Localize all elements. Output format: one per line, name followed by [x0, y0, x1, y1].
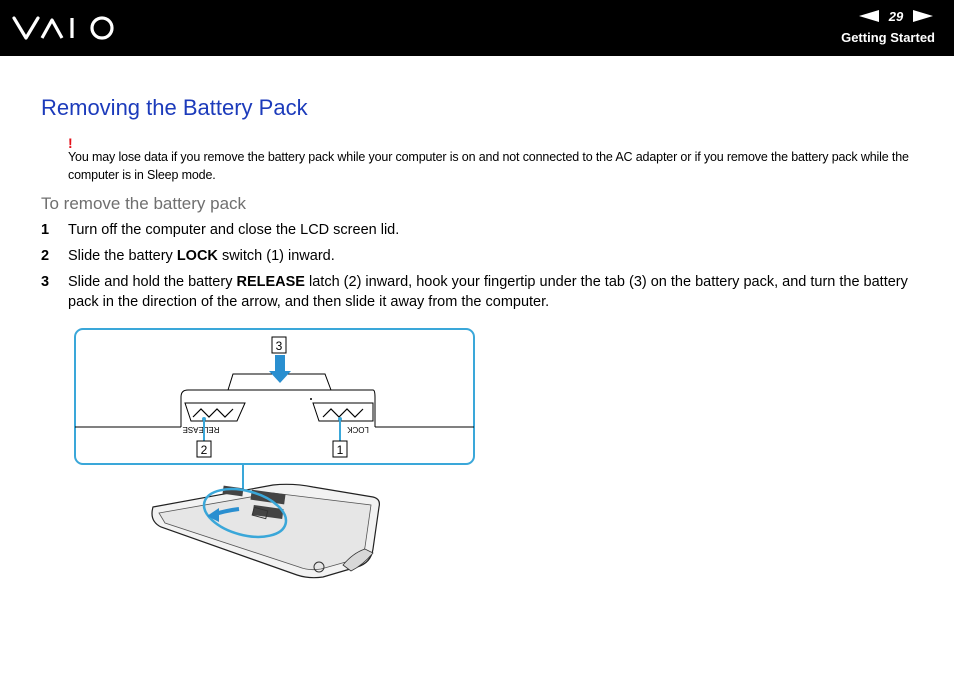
release-label: RELEASE: [182, 425, 220, 434]
callout-3: [272, 337, 286, 353]
lock-label: LOCK: [347, 425, 369, 434]
svg-text:1: 1: [336, 443, 344, 457]
step-text: Slide and hold the battery RELEASE latch (2) inward, hook your fingertip under the tab (3) on the battery pack, and turn the battery pack in the direction of the arrow, and then slide it away from the computer.: [68, 274, 908, 310]
release-keyword: RELEASE: [236, 274, 305, 290]
step-text: Turn off the computer and close the LCD screen lid.: [68, 222, 400, 238]
warning-icon: !: [68, 135, 73, 151]
svg-text:3: 3: [275, 339, 283, 353]
page-number: 29: [888, 8, 904, 24]
section-title[interactable]: Getting Started: [841, 30, 935, 45]
header-bar: [0, 0, 954, 56]
laptop-underside: [152, 481, 379, 578]
lock-keyword: LOCK: [176, 248, 218, 264]
page-navigation: [858, 6, 934, 26]
step-number: 2: [41, 248, 50, 264]
warning-text: You may lose data if you remove the battery pack while your computer is on and not connected to the AC adapter or if you remove the battery pack while the computer is in Sleep mode.: [68, 150, 909, 182]
step-number: 1: [41, 222, 50, 238]
callout-1: [333, 441, 347, 457]
step-text: Slide the battery LOCK switch (1) inward.: [68, 248, 335, 264]
previous-page-icon[interactable]: [858, 9, 880, 23]
svg-text:2: 2: [200, 443, 208, 457]
page-title: Removing the Battery Pack: [41, 95, 308, 120]
next-page-icon[interactable]: [912, 9, 934, 23]
battery-removal-illustration: [73, 327, 477, 587]
vaio-logo: [12, 12, 122, 44]
step-number: 3: [41, 274, 50, 290]
callout-2: [197, 441, 211, 457]
procedure-heading: To remove the battery pack: [41, 194, 247, 213]
